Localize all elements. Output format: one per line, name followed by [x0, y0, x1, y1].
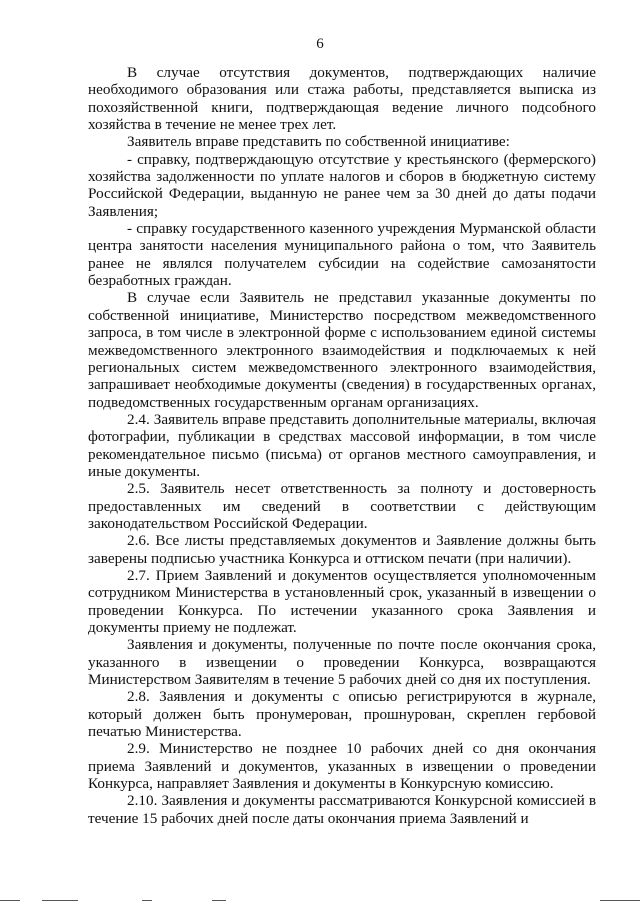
- paragraph-employment-certificate: - справку государственного казенного учреждения Мурманской области центра занятости населения муниципального района о том, что Заявитель ранее не являлся получателем субсидии на содействие самозанятости безработных граждан.: [88, 220, 596, 290]
- page-bottom-edge: [0, 898, 640, 905]
- paragraph-2-10: 2.10. Заявления и документы рассматриваются Конкурсной комиссией в течение 15 рабочих дней после даты окончания приема Заявлений и: [88, 792, 596, 827]
- document-body: [88, 64, 596, 827]
- paragraph-2-5: 2.5. Заявитель несет ответственность за полноту и достоверность предоставленных им сведений в соответствии с действующим законодательством Российской Федерации.: [88, 480, 596, 532]
- paragraph-missing-documents: В случае отсутствия документов, подтверждающих наличие необходимого образования или стажа работы, представляется выписка из похозяйственной книги, подтверждающая ведение личного подсобного хозяйства в течение не менее трех лет.: [88, 64, 596, 134]
- paragraph-2-4: 2.4. Заявитель вправе представить дополнительные материалы, включая фотографии, публикации в средствах массовой информации, в том числе рекомендательное письмо (письма) от органов местного самоуправления, и иные документы.: [88, 410, 596, 480]
- paragraph-mail-return: Заявления и документы, полученные по почте после окончания срока, указанного в извещении о проведении Конкурса, возвращаются Министерством Заявителям в течение 5 рабочих дней со дня их поступления.: [88, 636, 596, 689]
- paragraph-2-9: 2.9. Министерство не позднее 10 рабочих дней со дня окончания приема Заявлений и документов, указанных в извещении о проведении Конкурса, направляет Заявления и документы в Конкурсную комиссию.: [88, 740, 596, 793]
- paragraph-interagency-request: В случае если Заявитель не представил указанные документы по собственной инициативе, Министерство посредством межведомственного запроса, в том числе в электронной форме с использованием единой системы межведомственного электронного взаимодействия и подключаемых к ней региональных систем межведомственного электронного взаимодействия, запрашивает необходимые документы (сведения) в государственных органах, подведомственных государственным органам организациях.: [88, 289, 596, 411]
- page-number: 6: [316, 36, 324, 52]
- paragraph-tax-certificate: - справку, подтверждающую отсутствие у крестьянского (фермерского) хозяйства задолженности по уплате налогов и сборов в бюджетную систему Российской Федерации, выданную не ранее чем за 30 дней до даты подачи Заявления;: [88, 150, 596, 220]
- paragraph-2-8: 2.8. Заявления и документы с описью регистрируются в журнале, который должен быть пронумерован, прошнурован, скреплен гербовой печатью Министерства.: [88, 688, 596, 741]
- paragraph-2-6: 2.6. Все листы представляемых документов и Заявление должны быть заверены подписью участника Конкурса и оттиском печати (при наличии).: [88, 532, 596, 567]
- paragraph-2-7: 2.7. Прием Заявлений и документов осуществляется уполномоченным сотрудником Министерства в установленный срок, указанный в извещении о проведении Конкурса. По истечении указанного срока Заявления и документы приему не подлежат.: [88, 566, 596, 636]
- paragraph-own-initiative: Заявитель вправе представить по собственной инициативе:: [127, 133, 510, 151]
